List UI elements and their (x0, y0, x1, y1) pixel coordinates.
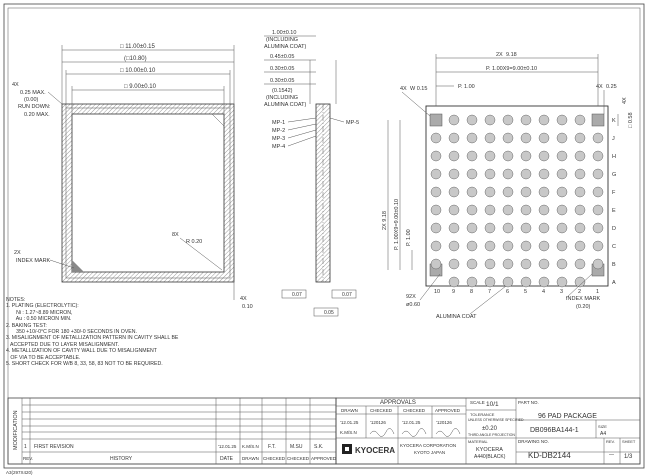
pad (539, 241, 549, 251)
col-label: 2 (578, 289, 582, 295)
pad (467, 133, 477, 143)
note-line: 2. BAKING TEST: (6, 322, 47, 329)
col-label: 8 (470, 289, 474, 295)
corner-pad-tl (430, 114, 442, 126)
row-labels (612, 118, 616, 286)
tol-note: UNLESS OTHERWISE SPECIFIED (468, 418, 524, 422)
pad (485, 259, 495, 269)
sheet-value: 1/3 (624, 454, 633, 460)
pad (521, 259, 531, 269)
top-2x: 2X (496, 52, 503, 58)
pad (539, 115, 549, 125)
pad (521, 205, 531, 215)
side-dim-0: 1.00±0.10 (272, 30, 297, 36)
pad (575, 187, 585, 197)
pad (485, 169, 495, 179)
pad (575, 169, 585, 179)
frame-code: A3(297X420) (6, 470, 33, 475)
top-pitch: P. 1.00X9=9.00±0.10 (486, 66, 538, 72)
col-label: 5 (524, 289, 528, 295)
pad (503, 151, 513, 161)
top-9-18: 9.18 (506, 52, 517, 58)
pad (575, 133, 585, 143)
pad (557, 241, 567, 251)
pad (503, 277, 513, 287)
note-line: Au : 0.50 MICRON MIN. (6, 316, 72, 323)
name-drawn: K.M/S.N (340, 430, 357, 435)
pad (485, 205, 495, 215)
pad (431, 241, 441, 251)
side-dim-6: (0.1542) (272, 88, 293, 94)
cavity-outline (72, 114, 224, 272)
pad (593, 169, 603, 179)
col-label: 9 (452, 289, 456, 295)
front-view (12, 44, 253, 310)
pad (575, 115, 585, 125)
row-label: K (612, 118, 616, 124)
hdr-checked: CHECKED (263, 456, 286, 461)
col-label: 4 (542, 289, 546, 295)
pad (557, 115, 567, 125)
history-text: FIRST REVISION (34, 444, 74, 450)
note-line: 3. MISALIGNMENT OF METALLIZATION PATTERN IN CAVITY SHALL BE (6, 335, 179, 342)
approvals-title: APPROVALS (380, 400, 416, 406)
pad (467, 187, 477, 197)
pad (539, 169, 549, 179)
pad (593, 259, 603, 269)
left-4x: 4X (400, 86, 407, 92)
bottom-4x: 4X (240, 296, 247, 302)
pad (467, 277, 477, 287)
pad (539, 187, 549, 197)
pad (521, 133, 531, 143)
pad (485, 151, 495, 161)
runout-4x: 4X (12, 82, 19, 88)
pad (557, 205, 567, 215)
history-m: M.SU (290, 444, 303, 450)
date-c2: '12.01.25 (402, 420, 421, 425)
hdr-date: DATE (220, 456, 233, 462)
drawing-no: KD-DB2144 (528, 451, 571, 460)
note-line: 5. SHORT CHECK FOR W/B 8, 33, 58, 83 NOT TO BE REQUIRED. (6, 361, 163, 368)
pad (449, 151, 459, 161)
pad (557, 187, 567, 197)
rev-label: REV. (606, 439, 615, 444)
note-line: NOTES: (6, 297, 26, 303)
notes-block (6, 297, 306, 367)
dim-10: □ 10.00±0.10 (120, 68, 156, 74)
pad (449, 187, 459, 197)
pad (575, 259, 585, 269)
history-by: K.M/S.N (242, 444, 259, 449)
side-dim-7: (INCLUDING (266, 95, 299, 101)
rev-value: — (609, 452, 614, 458)
mp-1: MP-1 (272, 120, 286, 126)
mp-5: MP-5 (346, 120, 360, 126)
pad (593, 223, 603, 233)
pads-count: 92X (406, 294, 416, 300)
pad (467, 151, 477, 161)
history-n: 1 (24, 444, 27, 450)
material-2: A440(BLACK) (474, 454, 506, 460)
row-label: C (612, 244, 616, 250)
pad (449, 241, 459, 251)
note-line: 1. PLATING (ELECTROLYTIC): (6, 303, 79, 310)
pad (557, 277, 567, 287)
pad (521, 115, 531, 125)
pad (521, 187, 531, 197)
right-4x-a: 4X (596, 84, 603, 90)
pad (467, 115, 477, 125)
pad-grid (431, 115, 603, 287)
signature-3 (436, 428, 460, 436)
pad (503, 169, 513, 179)
side-dim-1: (INCLUDING (266, 37, 299, 43)
index-count: 2X (14, 250, 21, 256)
pad (521, 151, 531, 161)
pad (575, 223, 585, 233)
size-value: A4 (600, 431, 607, 437)
col-label: 7 (488, 289, 492, 295)
dim-11: □ 11.00±0.15 (120, 44, 155, 50)
index-label: INDEX MARK (16, 258, 51, 264)
side-dim-2: ALUMINA COAT) (264, 44, 307, 50)
pad (539, 205, 549, 215)
scale-value: 10/1 (486, 401, 499, 408)
lbl-approved: APPROVED (435, 408, 461, 413)
dim-10-80: (□10.80) (124, 56, 147, 62)
pad (503, 223, 513, 233)
alumina-coat: ALUMINA COAT (436, 314, 477, 320)
pad (485, 277, 495, 287)
col-labels (434, 289, 599, 295)
pad (593, 151, 603, 161)
corner-pad-tr (592, 114, 604, 126)
right-0-25: 0.25 (606, 84, 617, 90)
corner-radius: R 0.20 (186, 239, 203, 245)
pad (467, 205, 477, 215)
pad (521, 223, 531, 233)
pad (557, 151, 567, 161)
row-label: E (612, 208, 616, 214)
pad (485, 187, 495, 197)
pad (449, 259, 459, 269)
gdt-2: 0.07 (342, 292, 352, 298)
row-label: G (612, 172, 617, 178)
pad (503, 115, 513, 125)
hdr-rev: REV. (23, 456, 34, 461)
pad (521, 169, 531, 179)
runout-value: 0.20 MAX. (24, 112, 50, 118)
pad (593, 133, 603, 143)
left-pitch-1: P. 1.00 (406, 229, 412, 246)
history-f: F.T. (268, 444, 276, 450)
row-label: A (612, 280, 616, 286)
right-4x-b: 4X (622, 97, 628, 104)
pad (431, 187, 441, 197)
pad (539, 223, 549, 233)
pad (485, 223, 495, 233)
row-label: H (612, 154, 616, 160)
runout-max: 0.25 MAX. (20, 90, 46, 96)
pad (575, 205, 585, 215)
signature-1 (370, 428, 394, 436)
pad (593, 205, 603, 215)
pad (539, 133, 549, 143)
part-no: DB096BA144-1 (530, 427, 579, 434)
side-dim-4: 0.30±0.05 (270, 66, 295, 72)
modification-label: MODIFICATION (13, 410, 19, 450)
pad (449, 133, 459, 143)
dim-9: □ 9.00±0.10 (124, 84, 156, 90)
pad (557, 133, 567, 143)
pad (431, 223, 441, 233)
pad (431, 151, 441, 161)
pads-size: ø0.60 (406, 302, 421, 308)
part-name: 96 PAD PACKAGE (538, 413, 597, 420)
pad (593, 187, 603, 197)
history-date: '12.01.25 (218, 444, 237, 449)
pad (557, 169, 567, 179)
side-dim-8: ALUMINA COAT) (264, 102, 307, 108)
row-label: D (612, 226, 616, 232)
pad (503, 187, 513, 197)
gdt-1: 0.07 (292, 292, 302, 298)
pad (467, 169, 477, 179)
date-c1: '120126 (370, 420, 386, 425)
pad (431, 205, 441, 215)
pad (467, 241, 477, 251)
note-line: 350 +10/-0°C FOR 180 +30/-0 SECONDS IN OVEN. (6, 329, 137, 336)
pad (503, 241, 513, 251)
tol-value: ±0.20 (482, 426, 497, 432)
company-name: KYOCERA CORPORATION (400, 443, 457, 448)
history-s: S.K. (314, 444, 324, 450)
top-pitch-1: P. 1.00 (458, 84, 475, 90)
mp-2: MP-2 (272, 128, 286, 134)
pad (575, 241, 585, 251)
date-drawn: '12.01.25 (340, 420, 359, 425)
pad (521, 277, 531, 287)
hdr-drawn: DRAWN (242, 456, 259, 461)
scale-label: SCALE (470, 400, 485, 405)
col-label: 10 (434, 289, 441, 295)
runout-zero: (0.00) (24, 97, 39, 103)
pad (467, 259, 477, 269)
material-1: KYOCERA (476, 447, 503, 453)
size-label: SIZE (598, 424, 607, 429)
index-mark-label: INDEX MARK (566, 296, 601, 302)
drawing-no-label: DRAWING NO. (518, 439, 549, 444)
row-label: F (612, 190, 616, 196)
side-view (264, 30, 359, 316)
pad (485, 115, 495, 125)
runout-label: RUN DOWN: (18, 104, 51, 110)
col-label: 3 (560, 289, 564, 295)
note-line: ACCEPTED DUE TO LAYER MISALIGNMENT. (6, 341, 119, 348)
pad (539, 151, 549, 161)
mp-3: MP-3 (272, 136, 286, 142)
pad (449, 169, 459, 179)
material-label: MATERIAL (468, 439, 488, 444)
bottom-value: 0.10 (242, 304, 253, 310)
left-pitch: P. 1.00X9=9.00±0.10 (394, 198, 400, 250)
kyocera-logo (342, 444, 395, 455)
pad-view (382, 52, 634, 320)
tol-label: TOLERANCE (470, 412, 495, 417)
hdr-history: HISTORY (110, 456, 133, 462)
sheet-label: SHEET (622, 439, 636, 444)
pad (449, 223, 459, 233)
mp-4: MP-4 (272, 144, 286, 150)
lbl-checked1: CHECKED (370, 408, 393, 413)
date-c3: '120126 (436, 420, 452, 425)
pad (503, 205, 513, 215)
corner-count: 8X (172, 232, 179, 238)
pad (539, 277, 549, 287)
index-mark-dim: (0.20) (576, 304, 591, 310)
title-block (8, 398, 640, 464)
hdr-approved: APPROVED (311, 456, 337, 461)
col-label: 6 (506, 289, 510, 295)
hdr-checked2: CHECKED (287, 456, 310, 461)
pad (431, 133, 441, 143)
lbl-drawn: DRAWN (341, 408, 358, 413)
side-dim-5: 0.30±0.05 (270, 78, 295, 84)
lbl-checked2: CHECKED (403, 408, 426, 413)
left-w: W 0.15 (410, 86, 428, 92)
right-sq: □ 0.58 (628, 112, 634, 128)
pad (557, 259, 567, 269)
pad (485, 133, 495, 143)
pad (593, 241, 603, 251)
pad (467, 223, 477, 233)
gdt-3: 0.05 (324, 310, 334, 316)
row-label: J (612, 136, 615, 142)
projection: THIRD ANGLE PROJECTION (468, 433, 515, 437)
logo-text: KYOCERA (355, 446, 396, 455)
row-label: B (612, 262, 616, 268)
pad (431, 259, 441, 269)
pad (449, 205, 459, 215)
col-label: 1 (596, 289, 600, 295)
pad (539, 259, 549, 269)
pad (449, 115, 459, 125)
pad (575, 151, 585, 161)
side-dim-3: 0.45±0.05 (270, 54, 295, 60)
note-line: Ni : 1.27~8.89 MICRON, (6, 309, 73, 316)
pad (485, 241, 495, 251)
pad (557, 223, 567, 233)
pad (449, 277, 459, 287)
signature-2 (402, 428, 426, 436)
part-no-label: PART NO. (518, 400, 539, 405)
pad (521, 241, 531, 251)
pad (503, 133, 513, 143)
company-city: KYOTO JAPAN (414, 450, 446, 455)
pad (431, 169, 441, 179)
left-2x-9-18: 2X 9.18 (382, 211, 388, 230)
pad (503, 259, 513, 269)
note-line: 4. METALLIZATION OF CAVITY WALL DUE TO MISALIGNMENT (6, 348, 157, 355)
note-line: OF VIA TO BE ACCEPTABLE. (6, 354, 81, 361)
